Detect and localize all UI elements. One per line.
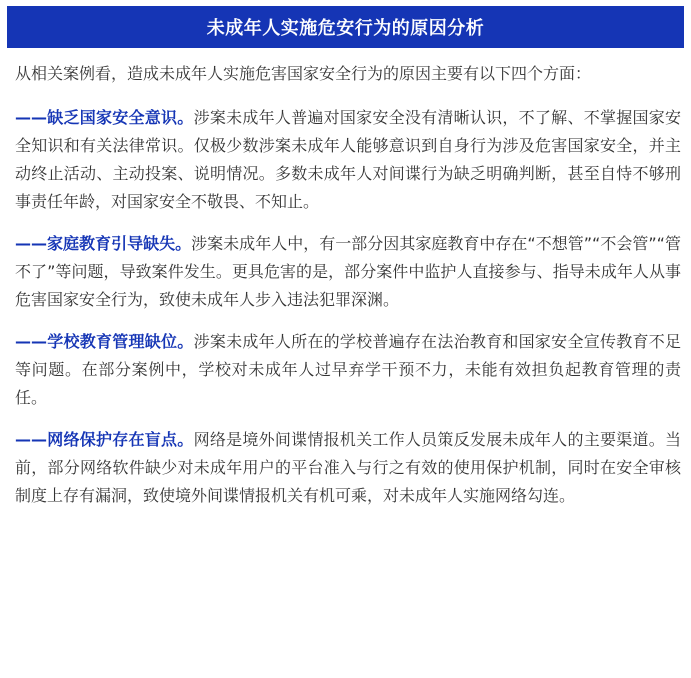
section-body-2: 涉案未成年人中，有一部分因其家庭教育中存在“不想管”“不会管”“管不了”等问题，导致案件发生。更具危害的是，部分案件中监护人直接参与、指导未成年人从事危害国家安全行为，致使未成年人步入违法犯罪深渊。 bbox=[15, 234, 681, 309]
intro-paragraph: 从相关案例看，造成未成年人实施危害国家安全行为的原因主要有以下四个方面： bbox=[15, 64, 592, 83]
section-body-4: 网络是境外间谍情报机关工作人员策反发展未成年人的主要渠道。当前，部分网络软件缺少对未成年用户的平台准入与行之有效的使用保护机制，同时在安全审核制度上存有漏洞，致使境外间谍情报机关有机可乘，对未成年人实施网络勾连。 bbox=[15, 430, 681, 505]
page-title: 未成年人实施危安行为的原因分析 bbox=[7, 6, 684, 48]
section-heading-3: ——学校教育管理缺位。 bbox=[15, 332, 194, 351]
section-paragraph-3 bbox=[15, 328, 681, 412]
section-body-1: 涉案未成年人普遍对国家安全没有清晰认识，不了解、不掌握国家安全知识和有关法律常识。仅极少数涉案未成年人能够意识到自身行为涉及危害国家安全，并主动终止活动、主动投案、说明情况。多数未成年人对间谍行为缺乏明确判断，甚至自恃不够刑事责任年龄，对国家安全不敬畏、不知止。 bbox=[15, 108, 681, 211]
section-paragraph-1 bbox=[15, 104, 681, 216]
section-heading-4: ——网络保护存在盲点。 bbox=[15, 430, 194, 449]
section-heading-2: ——家庭教育引导缺失。 bbox=[15, 234, 192, 253]
section-paragraph-4 bbox=[15, 426, 681, 510]
section-body-3: 涉案未成年人所在的学校普遍存在法治教育和国家安全宣传教育不足等问题。在部分案例中，学校对未成年人过早弃学干预不力，未能有效担负起教育管理的责任。 bbox=[15, 332, 681, 407]
article-body bbox=[15, 60, 681, 524]
section-heading-1: ——缺乏国家安全意识。 bbox=[15, 108, 194, 127]
section-paragraph-2 bbox=[15, 230, 681, 314]
